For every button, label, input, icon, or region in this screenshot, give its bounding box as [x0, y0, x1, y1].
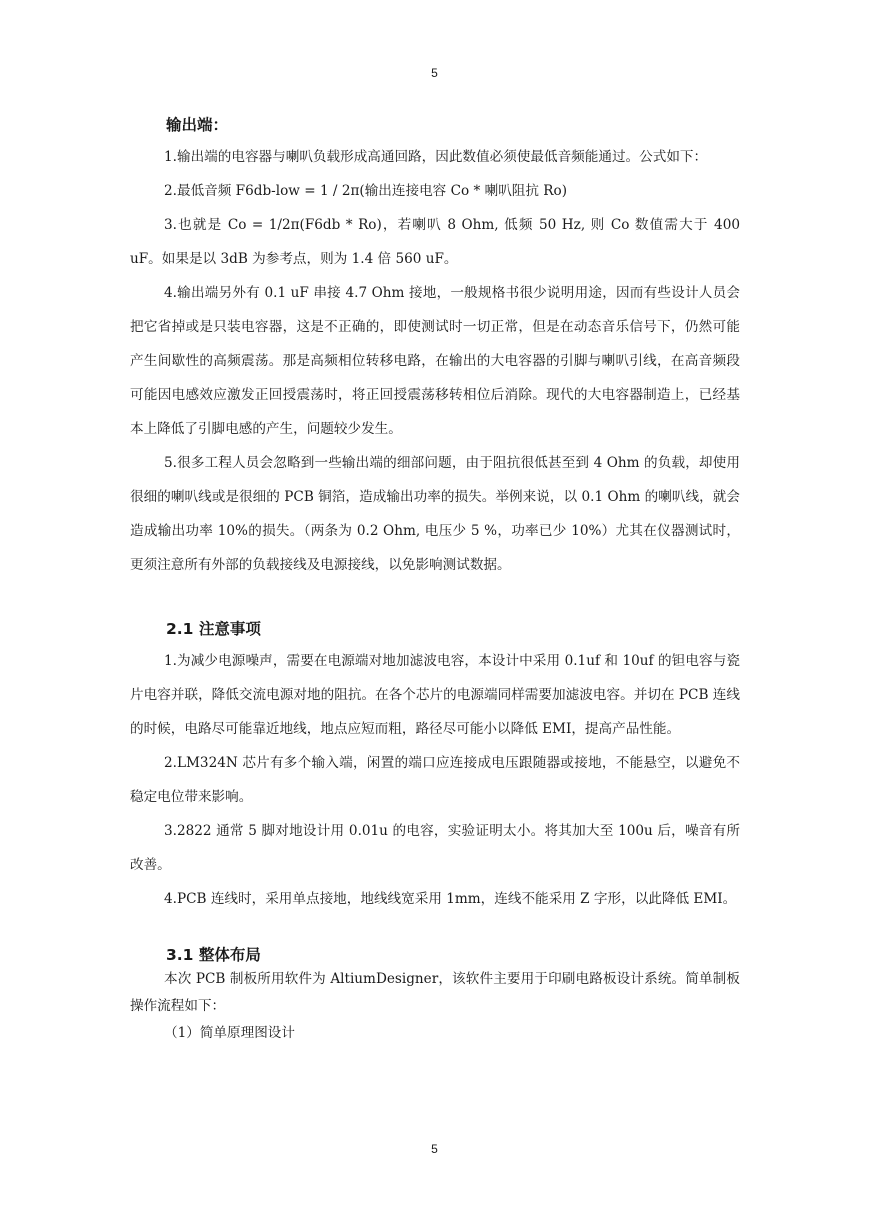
list-item-step-1: （1）简单原理图设计 — [164, 1025, 295, 1041]
paragraph-output-3: 3.也就是 Co = 1/2π(F6db * Ro)，若喇叭 8 Ohm, 低频 50 Hz, 则 Co 数值需大于 400 uF。如果是以 3dB 为参考点，则为 1.4 倍 560 uF。 — [130, 217, 740, 267]
paragraph-notes-1: 1.为减少电源噪声，需要在电源端对地加滤波电容，本设计中采用 0.1uf 和 10uf 的钽电容与瓷片电容并联，降低交流电源对地的阻抗。在各个芯片的电源端同样需要加滤波电容。并切在 PCB 连线的时候，电路尽可能靠近地线，地点应短而粗，路径尽可能小以降低 EMI，提高产品性能。 — [130, 653, 740, 737]
section-heading-layout: 3.1 整体布局 — [166, 946, 261, 964]
paragraph-output-4: 4.输出端另外有 0.1 uF 串接 4.7 Ohm 接地，一般规格书很少说明用途，因而有些设计人员会把它省掉或是只装电容器，这是不正确的，即使测试时一切正常，但是在动态音乐信号下，仍然可能产生间歇性的高频震荡。那是高频相位转移电路，在输出的大电容器的引脚与喇叭引线，在高音频段可能因电感效应激发正回授震荡时，将正回授震荡移转相位后消除。现代的大电容器制造上，已经基本上降低了引脚电感的产生，问题较少发生。 — [130, 285, 740, 437]
page-number-bottom: 5 — [431, 1142, 438, 1156]
section-heading-notes: 2.1 注意事项 — [166, 620, 261, 638]
paragraph-output-5: 5.很多工程人员会忽略到一些输出端的细部问题，由于阻抗很低甚至到 4 Ohm 的负载，却使用很细的喇叭线或是很细的 PCB 铜箔，造成输出功率的损失。举例来说，以 0.1 Ohm 的喇叭线，就会造成输出功率 10%的损失。（两条为 0.2 Ohm, 电压少 5 %，功率已少 10%）尤其在仪器测试时，更须注意所有外部的负载接线及电源接线，以免影响测试数据。 — [130, 455, 740, 573]
paragraph-notes-2: 2.LM324N 芯片有多个输入端，闲置的端口应连接成电压跟随器或接地，不能悬空，以避免不稳定电位带来影响。 — [130, 755, 740, 805]
page-number-top: 5 — [431, 66, 438, 80]
section-heading-output: 输出端： — [166, 116, 229, 134]
document-body — [130, 112, 740, 1047]
paragraph-output-1: 1.输出端的电容器与喇叭负载形成高通回路，因此数值必须使最低音频能通过。公式如下： — [164, 149, 708, 165]
paragraph-output-2: 2.最低音频 F6db-low = 1 / 2π(输出连接电容 Co * 喇叭阻抗 Ro) — [164, 183, 568, 199]
paragraph-layout-intro: 本次 PCB 制板所用软件为 AltiumDesigner，该软件主要用于印刷电路板设计系统。简单制板操作流程如下： — [130, 971, 740, 1014]
paragraph-notes-3: 3.2822 通常 5 脚对地设计用 0.01u 的电容，实验证明太小。将其加大至 100u 后，噪音有所改善。 — [130, 823, 740, 873]
paragraph-notes-4: 4.PCB 连线时，采用单点接地，地线线宽采用 1mm，连线不能采用 Z 字形，以此降低 EMI。 — [164, 891, 737, 907]
